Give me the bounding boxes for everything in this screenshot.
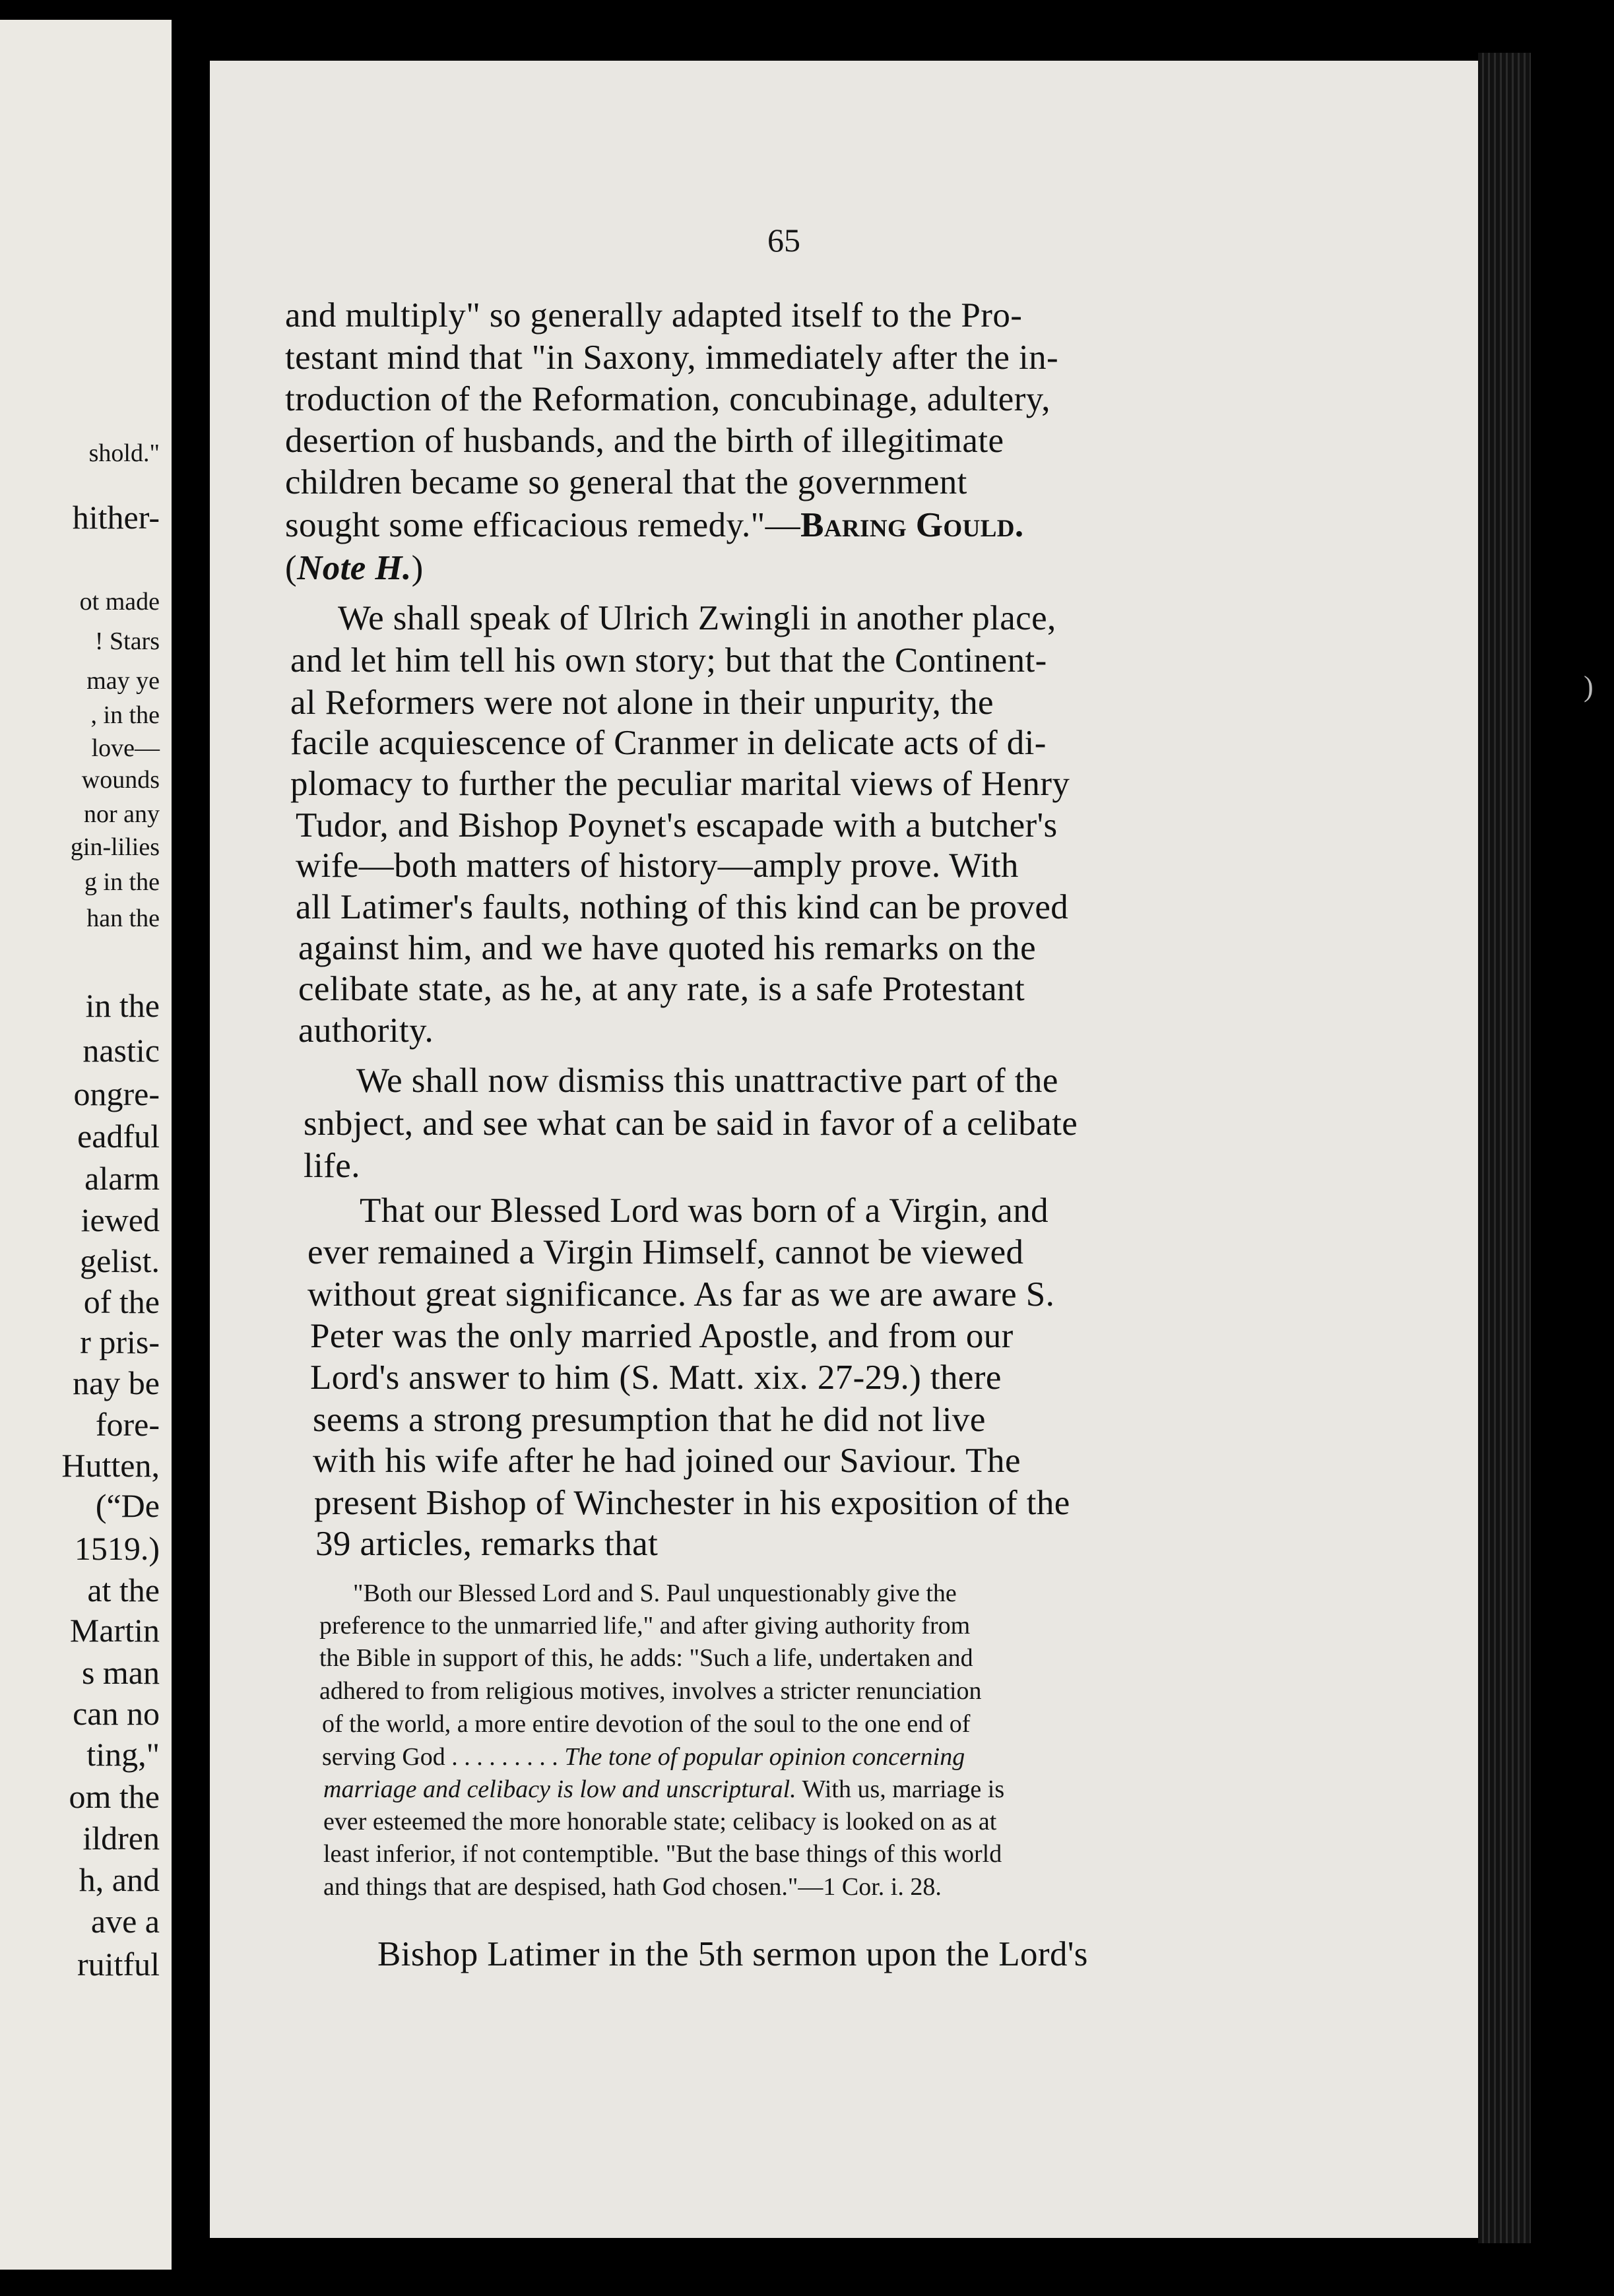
facing-page-fragment: ildren [82,1820,160,1857]
facing-page-fragment: r pris- [80,1323,160,1360]
quote-text: With us, marriage is [796,1775,1005,1803]
body-line: plomacy to further the peculiar marital views of Henry [290,765,1070,803]
quote-line: least inferior, if not contemptible. "But the base things of this world [323,1840,1002,1868]
facing-page-fragment: om the [69,1778,160,1815]
quote-emphasis: marriage and celibacy is low and unscriptural. [323,1775,796,1803]
quote-text: serving God . . . . . . . . . [322,1743,565,1771]
body-line: celibate state, as he, at any rate, is a safe Protestant [298,970,1025,1008]
body-line: Bishop Latimer in the 5th sermon upon the Lord's [377,1935,1088,1973]
body-line: children became so general that the government [285,463,967,501]
body-line: We shall now dismiss this unattractive part of the [356,1062,1058,1100]
body-line: and let him tell his own story; but that the Continent- [290,641,1047,680]
body-line: al Reformers were not alone in their unpurity, the [290,684,994,722]
quote-line: of the world, a more entire devotion of the soul to the one end of [322,1710,971,1738]
facing-page-fragment: nor any [83,800,160,828]
quote-line [323,1775,1274,1804]
gutter [173,0,212,2296]
body-line: ever remained a Virgin Himself, cannot be viewed [307,1233,1024,1271]
facing-page-fragment: ! Stars [94,627,160,655]
facing-page-fragment: can no [73,1695,160,1732]
body-line: wife—both matters of history—amply prove. With [296,846,1019,885]
body-line: troduction of the Reformation, concubinage, adultery, [285,380,1050,418]
facing-page-fragment: wounds [81,766,160,794]
facing-page-fragment: Hutten, [61,1447,160,1484]
body-line [285,505,1235,545]
facing-page-fragment: eadful [77,1118,160,1155]
quote-line: "Both our Blessed Lord and S. Paul unquestionably give the [353,1579,957,1607]
quote-line: ever esteemed the more honorable state; celibacy is looked on as at [323,1808,997,1835]
body-line: Lord's answer to him (S. Matt. xix. 27-29.) there [310,1358,1002,1397]
quote-line [322,1742,1272,1771]
facing-page-fragment: fore- [95,1406,160,1443]
body-line: testant mind that "in Saxony, immediately after the in- [285,338,1059,377]
facing-page-fragment: in the [85,987,160,1024]
body-line: Tudor, and Bishop Poynet's escapade with a butcher's [296,806,1058,845]
facing-page-fragment: of the [83,1283,160,1320]
facing-page-fragment: Martin [69,1612,160,1649]
body-line: without great significance. As far as we are aware S. [307,1275,1055,1314]
body-text: ) [411,549,424,587]
body-line: all Latimer's faults, nothing of this kind can be proved [296,888,1069,926]
body-line: facile acquiescence of Cranmer in delicate acts of di- [290,724,1047,762]
quote-emphasis: The tone of popular opinion concerning [564,1743,965,1771]
body-line: Peter was the only married Apostle, and from our [310,1317,1014,1355]
body-line: desertion of husbands, and the birth of illegitimate [285,422,1004,460]
facing-page-fragment: han the [86,905,160,932]
facing-page-fragment: gin-lilies [70,833,160,861]
facing-page-fragment: may ye [86,667,160,695]
facing-page-fragment: , in the [90,701,160,729]
body-line: present Bishop of Winchester in his exposition of the [314,1484,1070,1522]
facing-page-fragment: nastic [82,1032,160,1069]
body-line: authority. [298,1011,434,1050]
quote-line: the Bible in support of this, he adds: "Such a life, undertaken and [319,1644,973,1672]
facing-page-fragment: hither- [72,499,160,536]
body-line: life. [304,1147,360,1185]
facing-page-fragment: ave a [90,1903,160,1940]
author-name: Baring Gould. [800,506,1024,544]
facing-page-fragment: alarm [84,1160,160,1197]
quote-line: adhered to from religious motives, involves a stricter renunciation [319,1677,982,1705]
body-line [285,548,1235,588]
facing-page-fragment: ting," [86,1736,160,1773]
facing-page-fragment: at the [87,1572,160,1609]
facing-page-fragment: ruitful [77,1946,160,1983]
facing-page-fragment: (“De [95,1487,160,1524]
page-edges [1478,53,1531,2243]
body-text: ( [285,549,298,587]
body-line: That our Blessed Lord was born of a Virgin, and [360,1192,1049,1230]
body-line: We shall speak of Ulrich Zwingli in another place, [338,599,1056,637]
body-line: snbject, and see what can be said in favor of a celibate [304,1104,1078,1143]
facing-page-fragment: g in the [84,868,160,896]
body-line: and multiply" so generally adapted itself to the Pro- [285,296,1023,335]
facing-page-fragment: iewed [81,1201,160,1238]
facing-page-left [0,20,172,2270]
body-line: against him, and we have quoted his remarks on the [298,929,1036,967]
facing-page-fragment: s man [81,1654,160,1691]
body-line: with his wife after he had joined our Saviour. The [313,1442,1021,1480]
body-line: 39 articles, remarks that [315,1525,659,1563]
facing-page-fragment: nay be [73,1364,160,1401]
facing-page-fragment: ot made [79,588,160,616]
facing-page-fragment: h, and [79,1861,160,1898]
note-reference: Note H. [297,549,412,587]
facing-page-fragment: gelist. [80,1242,160,1279]
facing-page-fragment: 1519.) [74,1530,160,1567]
quote-line: preference to the unmarried life," and after giving authority from [319,1612,971,1640]
page-number: 65 [767,222,800,259]
quote-line: and things that are despised, hath God chosen."—1 Cor. i. 28. [323,1873,942,1901]
scan-artifact: ) [1584,670,1594,703]
body-text: sought some efficacious remedy."— [285,506,801,544]
facing-page-fragment: shold." [88,439,160,467]
facing-page-fragment: ongre- [73,1075,160,1112]
facing-page-fragment: love— [91,734,160,762]
body-line: seems a strong presumption that he did not live [313,1401,986,1439]
